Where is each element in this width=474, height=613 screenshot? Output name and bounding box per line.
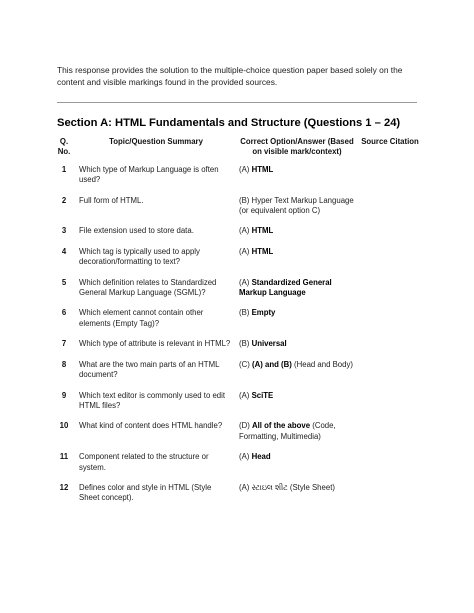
answer-option: (A) [239,277,252,287]
header-topic: Topic/Question Summary [109,137,203,146]
answer-note: (Head and Body) [291,359,353,369]
answer-option: (A) [239,246,252,256]
question-number: 5 [61,277,67,287]
answer-cell [236,308,358,339]
question-number: 11 [59,452,69,462]
question-number: 2 [61,195,67,205]
table-row [52,278,422,309]
header-qno: Q. No. [57,137,71,157]
answer-table [52,137,422,514]
source-citation [358,339,422,359]
answer-cell [236,247,358,278]
answer-cell [236,196,358,227]
question-summary: Full form of HTML. [79,195,144,205]
source-citation [358,226,422,246]
question-number: 7 [61,339,67,349]
answer-option: (A) [239,390,252,400]
source-citation [358,421,422,452]
answer-cell [236,165,358,196]
source-citation [358,278,422,309]
answer-option: (C) [239,359,252,369]
question-summary: File extension used to store data. [79,226,194,236]
answer-option: (A) [239,226,252,236]
question-number: 12 [59,482,69,492]
question-summary: What kind of content does HTML handle? [79,421,223,431]
question-summary: Which tag is typically used to apply decoration/formatting to text? [79,246,200,267]
answer-note: (Code, Formatting, Multimedia) [239,421,336,441]
question-summary: Which element cannot contain other elements (Empty Tag)? [79,308,204,328]
answer-value: All of the above [252,421,311,431]
section-title: Section A: HTML Fundamentals and Structure (Questions 1 – 24) [57,117,401,129]
table-row [52,360,422,391]
table-row [52,196,422,227]
source-citation [358,308,422,339]
question-summary: Which type of Markup Language is often used? [79,164,219,185]
source-citation [358,165,422,196]
answer-value: HTML [251,164,274,174]
answer-cell [236,421,358,452]
question-summary: Component related to the structure or system. [79,452,209,472]
answer-value: SciTE [251,390,274,400]
table-row [52,483,422,514]
answer-cell [236,360,358,391]
source-citation [358,391,422,422]
table-row [52,391,422,422]
source-citation [358,360,422,391]
table-body [52,165,422,514]
answer-cell [236,339,358,359]
source-citation [358,483,422,514]
table-row [52,452,422,483]
answer-value: HTML [251,226,274,236]
header-answer: Correct Option/Answer (Based on visible mark/context) [240,137,354,157]
table-header-row [52,137,422,165]
answer-option: (B) [239,339,252,349]
question-number: 9 [61,390,67,400]
source-citation [358,196,422,227]
question-summary: Which type of attribute is relevant in HTML? [79,339,231,349]
question-summary: Which definition relates to Standardized General Markup Language (SGML)? [79,277,217,298]
answer-value: Universal [251,339,287,349]
answer-value: Empty [251,308,276,318]
answer-value: Standardized General Markup Language [239,277,332,298]
table-row [52,339,422,359]
answer-cell [236,391,358,422]
horizontal-divider [57,102,417,103]
question-number: 8 [61,359,67,369]
question-summary: Defines color and style in HTML (Style Sheet concept). [79,482,212,503]
answer-option: (A) [239,452,252,462]
question-number: 10 [59,421,69,431]
table-row [52,247,422,278]
source-citation [358,452,422,483]
answer-cell [236,452,358,483]
answer-option: (B) Hyper Text Markup Language (or equivalent option C) [239,195,354,216]
intro-paragraph: This response provides the solution to the multiple-choice question paper based solely on the content and visible markings found in the provided sources. [57,65,403,87]
answer-cell [236,483,358,514]
answer-option: (A) [239,164,252,174]
source-citation [358,247,422,278]
answer-value: HTML [251,246,274,256]
answer-option: (B) [239,308,252,318]
answer-value: Head [251,452,271,462]
question-number: 6 [61,308,67,318]
question-number: 4 [61,246,67,256]
answer-cell [236,226,358,246]
table-row [52,226,422,246]
table-row [52,308,422,339]
header-source: Source Citation [361,137,419,146]
answer-value: (A) and (B) [252,359,292,369]
question-summary: What are the two main parts of an HTML document? [79,359,220,380]
answer-cell [236,278,358,309]
question-number: 3 [61,226,67,236]
table-row [52,421,422,452]
question-number: 1 [61,164,67,174]
table-row [52,165,422,196]
answer-option: (D) [239,421,252,431]
question-summary: Which text editor is commonly used to edit HTML files? [79,390,226,410]
answer-option: (A) સ્ટાઇલ શીટ (Style Sheet) [239,482,335,492]
